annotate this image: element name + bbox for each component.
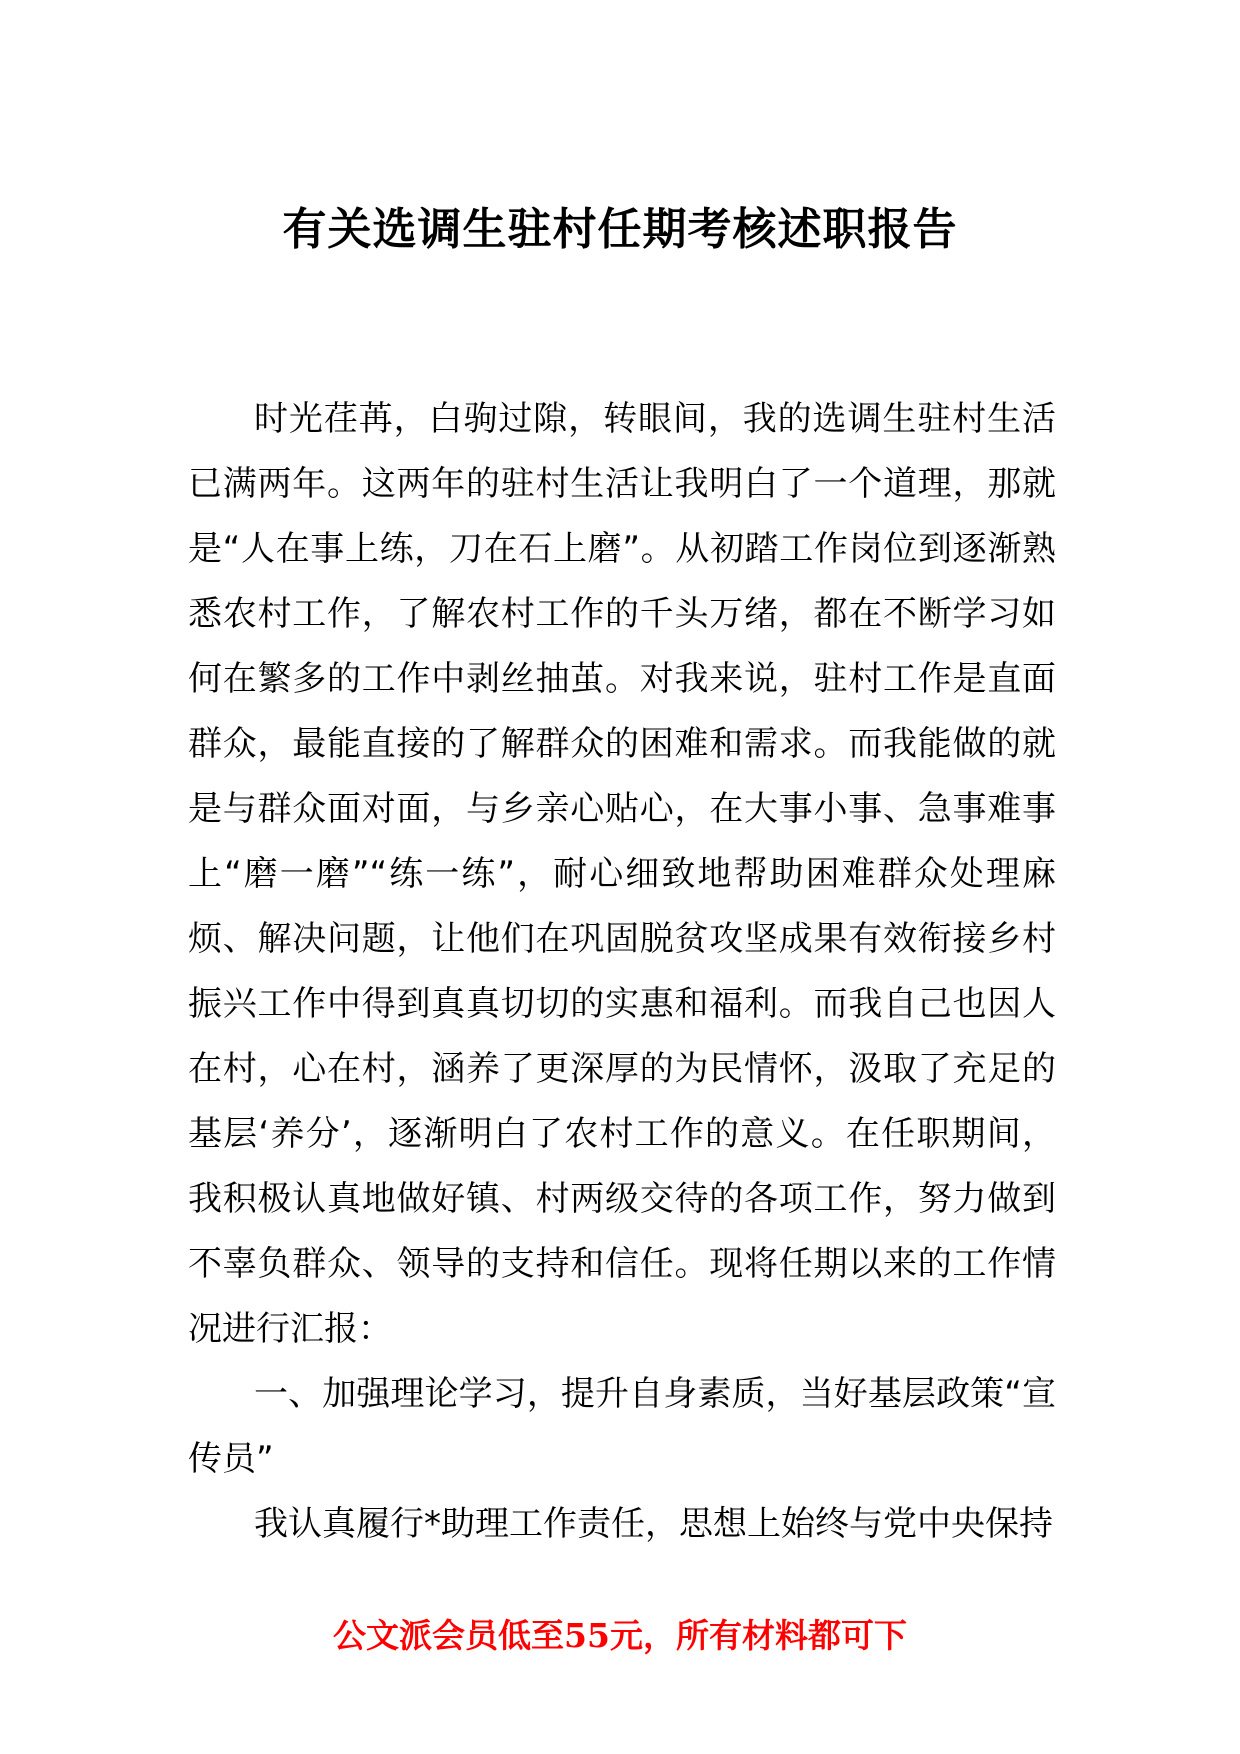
- section-heading-1: 一、加强理论学习，提升自身素质，当好基层政策“宣传员”: [188, 1374, 1056, 1479]
- document-title: 有关选调生驻村任期考核述职报告: [282, 204, 958, 255]
- promo-banner: 公文派会员低至55元，所有材料都可下: [333, 1616, 907, 1655]
- paragraph-section-1: 我认真履行*助理工作责任，思想上始终与党中央保持: [254, 1504, 1053, 1544]
- document-body: [188, 387, 1056, 1557]
- paragraph-intro: 时光荏苒，白驹过隙，转眼间，我的选调生驻村生活已满两年。这两年的驻村生活让我明白了一个道理，那就是“人在事上练，刀在石上磨”。从初踏工作岗位到逐渐熟悉农村工作，了解农村工作的千头万绪，都在不断学习如何在繁多的工作中剥丝抽茧。对我来说，驻村工作是直面群众，最能直接的了解群众的困难和需求。而我能做的就是与群众面对面，与乡亲心贴心，在大事小事、急事难事上“磨一磨”“练一练”，耐心细致地帮助困难群众处理麻烦、解决问题，让他们在巩固脱贫攻坚成果有效衔接乡村振兴工作中得到真真切切的实惠和福利。而我自己也因人在村，心在村，涵养了更深厚的为民情怀，汲取了充足的基层‘养分’，逐渐明白了农村工作的意义。在任职期间，我积极认真地做好镇、村两级交待的各项工作，努力做到不辜负群众、领导的支持和信任。现将任期以来的工作情况进行汇报：: [188, 399, 1056, 1349]
